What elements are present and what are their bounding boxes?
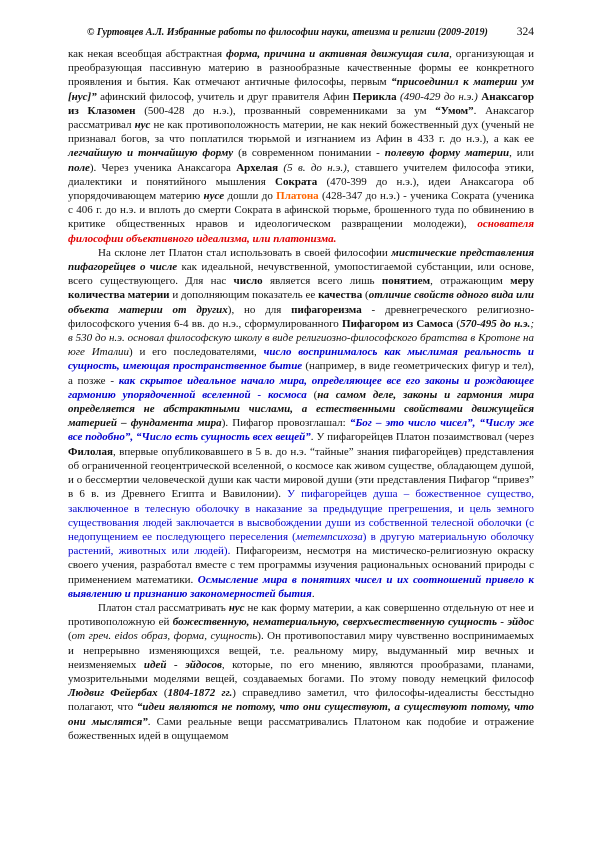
text-run: на самом деле, законы и гармония мира определяется не абстрактными числами, а естественными свойствами движущейся материей – фундамента мира <box>68 388 535 430</box>
text-run: от греч. eidos образ, форма, сущность <box>71 630 258 643</box>
text-run: ( <box>362 289 369 302</box>
document-body <box>68 47 534 743</box>
text-run: не как противоположность материи, не как некий божественный дух (ученый не признавал богов, за что поплатился тюрьмой и изгнанием из Афин в 433 г. до н.э.), а как ее <box>68 119 534 146</box>
text-run: Сократа <box>275 175 318 188</box>
text-run: Платон стал рассматривать <box>98 601 229 614</box>
paragraph <box>68 47 534 246</box>
text-run: качества <box>318 289 363 302</box>
text-run: (470-399 до н.э.), идеи Анаксагора об упорядочивающем материю <box>68 175 534 203</box>
text-run: как идеальной, нечувственной, умопостигаемой субстанции, или основе, всего существующего. Для нас <box>68 261 534 288</box>
text-run: основателя философии объективного идеализма, или платонизма. <box>68 218 534 245</box>
text-run: (например, в виде геометрических фигур и тел), а позже - <box>68 360 534 387</box>
text-run: Архелая <box>236 161 279 174</box>
text-run: ). Через ученика Анаксагора <box>89 161 237 174</box>
running-header <box>68 26 534 38</box>
text-run: ( <box>68 630 72 643</box>
text-run: “идеи являются не потому, что они существуют, а существуют потому, что они мыслятся” <box>68 701 534 728</box>
page-number: 324 <box>516 26 534 38</box>
text-run: Людвиг Фейербах <box>68 687 158 700</box>
text-run: , организующая и преобразующая пассивную материю в разнообразные качественные формы ее конкретного проявления и бытия. Как отмечают античные философы, первым <box>68 48 534 89</box>
text-run: Пифагором из Самоса <box>342 317 454 330</box>
text-run: отличие свойств одного вида или объекта материи от других <box>68 289 534 316</box>
text-run: меру количества материи <box>68 275 534 302</box>
text-run: ) в другую материальную оболочку растений, животных или людей). <box>68 530 534 558</box>
text-run: ( <box>157 687 168 700</box>
paragraph <box>68 246 534 601</box>
text-run: Осмысление мира в понятиях чисел и их соотношений привело к выявлению и признанию закономерностей бытия <box>68 573 534 600</box>
text-run: На склоне лет Платон стал использовать в своей философии <box>98 246 392 259</box>
text-run: . Анаксагор рассматривал <box>68 104 534 132</box>
text-run: 1804-1872 гг. <box>167 687 233 700</box>
text-run: У пифагорейцев душа – божественное существо, заключенное в телесную оболочку в наказание за предыдущие прегрешения, и цель земного существования людей заключается в высвобождении души из собственной телесной оболочки (с недопущением ее последующего переселения ( <box>68 488 534 543</box>
text-run: форма, причина и активная движущая сила <box>226 48 450 60</box>
text-run: . У пифагорейцев Платон позаимствовал (через <box>310 431 534 444</box>
text-run: дошли до <box>224 190 277 203</box>
text-run: ). Он противопоставил миру чувственно воспринимаемых и непрерывно изменяющихся вещей, т.е. реальному миру, выдуманный мир вечных и неизменяемых <box>68 630 534 671</box>
text-run: ; в 530 до н.э. основал философскую школу в виде религиозно-философского братства в Кротоне на юге Италии <box>68 317 534 359</box>
text-run: “Бог – это число чисел”, “Числу же все подобно”, “Число есть сущность всех вещей” <box>68 417 534 444</box>
text-run: нус <box>228 601 245 614</box>
text-run: (5 в. до н.э.) <box>278 161 347 174</box>
text-run: нус <box>134 119 151 132</box>
text-run: Анаксагор из Клазомен <box>68 90 534 117</box>
text-run: - древнегреческого религиозно-философского учения 6-4 вв. до н.э., сформулированного <box>68 303 534 330</box>
text-run: , впервые опубликовавшего в 5 в. до н.э. “тайные” знания пифагорейцев) представления об ограниченной геоцентрической вселенной, о космосе как живом существе, обладающем душой, и о бессмертии человеческой души как части мировой души (эти представления Пифагор “привез” в 6 в. из Древнего Египта и Вавилонии). <box>68 445 534 501</box>
text-run: нусе <box>203 190 225 203</box>
text-run: Пифагореизм, несмотря на мистическо-религиозную окраску своего учения, разработал вместе с тем программы изучения рациональных оснований природы с применением математики. <box>68 545 534 586</box>
text-run: ), но для <box>227 303 292 316</box>
text-run: . Сами реальные вещи рассматривались Платоном как подобие и отражение божественных идей в ощущаемом <box>68 715 534 742</box>
text-run: ( <box>453 317 461 330</box>
text-run: как скрытое идеальное начало мира, определяющее все его законы и рождающее гармонию упорядоченной вселенной - космоса <box>68 374 534 401</box>
text-run: , или <box>509 147 535 160</box>
text-run: , ставшего учителем философа этики, диалектики и понятийного мышления <box>68 161 534 188</box>
text-run: поле <box>68 161 90 174</box>
text-run: “Умом” <box>435 104 474 117</box>
text-run: полевую форму материи <box>384 147 510 160</box>
text-run: число <box>233 275 263 288</box>
text-run: (в современном понимании - <box>233 147 385 160</box>
text-run: идей - эйдосов <box>143 658 222 671</box>
text-run: . <box>311 587 315 600</box>
text-run: ). Пифагор провозглашал: <box>221 417 350 430</box>
text-run: метемпсихоза <box>295 530 363 543</box>
text-run: “присоединил к материи ум [нус]” <box>68 76 534 103</box>
text-run: Перикла <box>352 90 397 103</box>
text-run: афинский философ, учитель и друг правителя Афин <box>96 90 353 103</box>
text-run: ) и его последователями, <box>129 346 264 359</box>
text-run: мистические представления пифагорейцев о числе <box>68 246 534 274</box>
text-run: является всего лишь <box>262 275 382 288</box>
text-run: ( <box>306 388 318 401</box>
text-run: и дополняющим показатель ее <box>169 289 319 302</box>
paragraph <box>68 601 534 743</box>
text-run: пифагореизма <box>291 303 362 316</box>
text-run: 570-495 до н.э. <box>460 317 531 330</box>
text-run: ) справедливо заметил, что философы-идеалисты бесстыдно полагают, что <box>68 687 534 714</box>
text-run: Филолая <box>68 445 113 458</box>
text-run: понятием <box>381 275 431 288</box>
text-run: число воспринималось как мыслимая реальность и сущность, имеющая пространственное бытие <box>68 346 534 373</box>
text-run: Платона <box>276 190 319 203</box>
text-run: как некая всеобщая абстрактная <box>68 48 226 60</box>
text-run: , отражающим <box>430 275 511 288</box>
header-title: © Гуртовцев А.Л. Избранные работы по философии науки, атеизма и религии (2009-2019) <box>86 27 488 38</box>
text-run: (428-347 до н.э.) - ученика Сократа (ученика с 406 г. до н.э. и вплоть до смерти Сократа в афинской тюрьме, брошенного туда по обвинению в критике общественных нравов и идеологическом развращении молодежи), <box>68 190 534 231</box>
text-run: не как форму материи, а как совершенно отдельную от нее и противоположную ей <box>68 601 535 629</box>
text-run: легчайшую и тончайшую форму <box>68 147 234 160</box>
text-run: божественную, нематериальную, сверхъестественную сущность - эйдос <box>172 616 534 629</box>
text-run: (490-429 до н.э.) <box>396 90 482 103</box>
text-run: (500-428 до н.э.), прозванный современниками за ум <box>135 104 436 117</box>
text-run: , которые, по его мнению, являются прообразами, планами, умозрительными моделями вещей, создаваемых богами. По этому поводу немецкий философ <box>68 658 535 685</box>
